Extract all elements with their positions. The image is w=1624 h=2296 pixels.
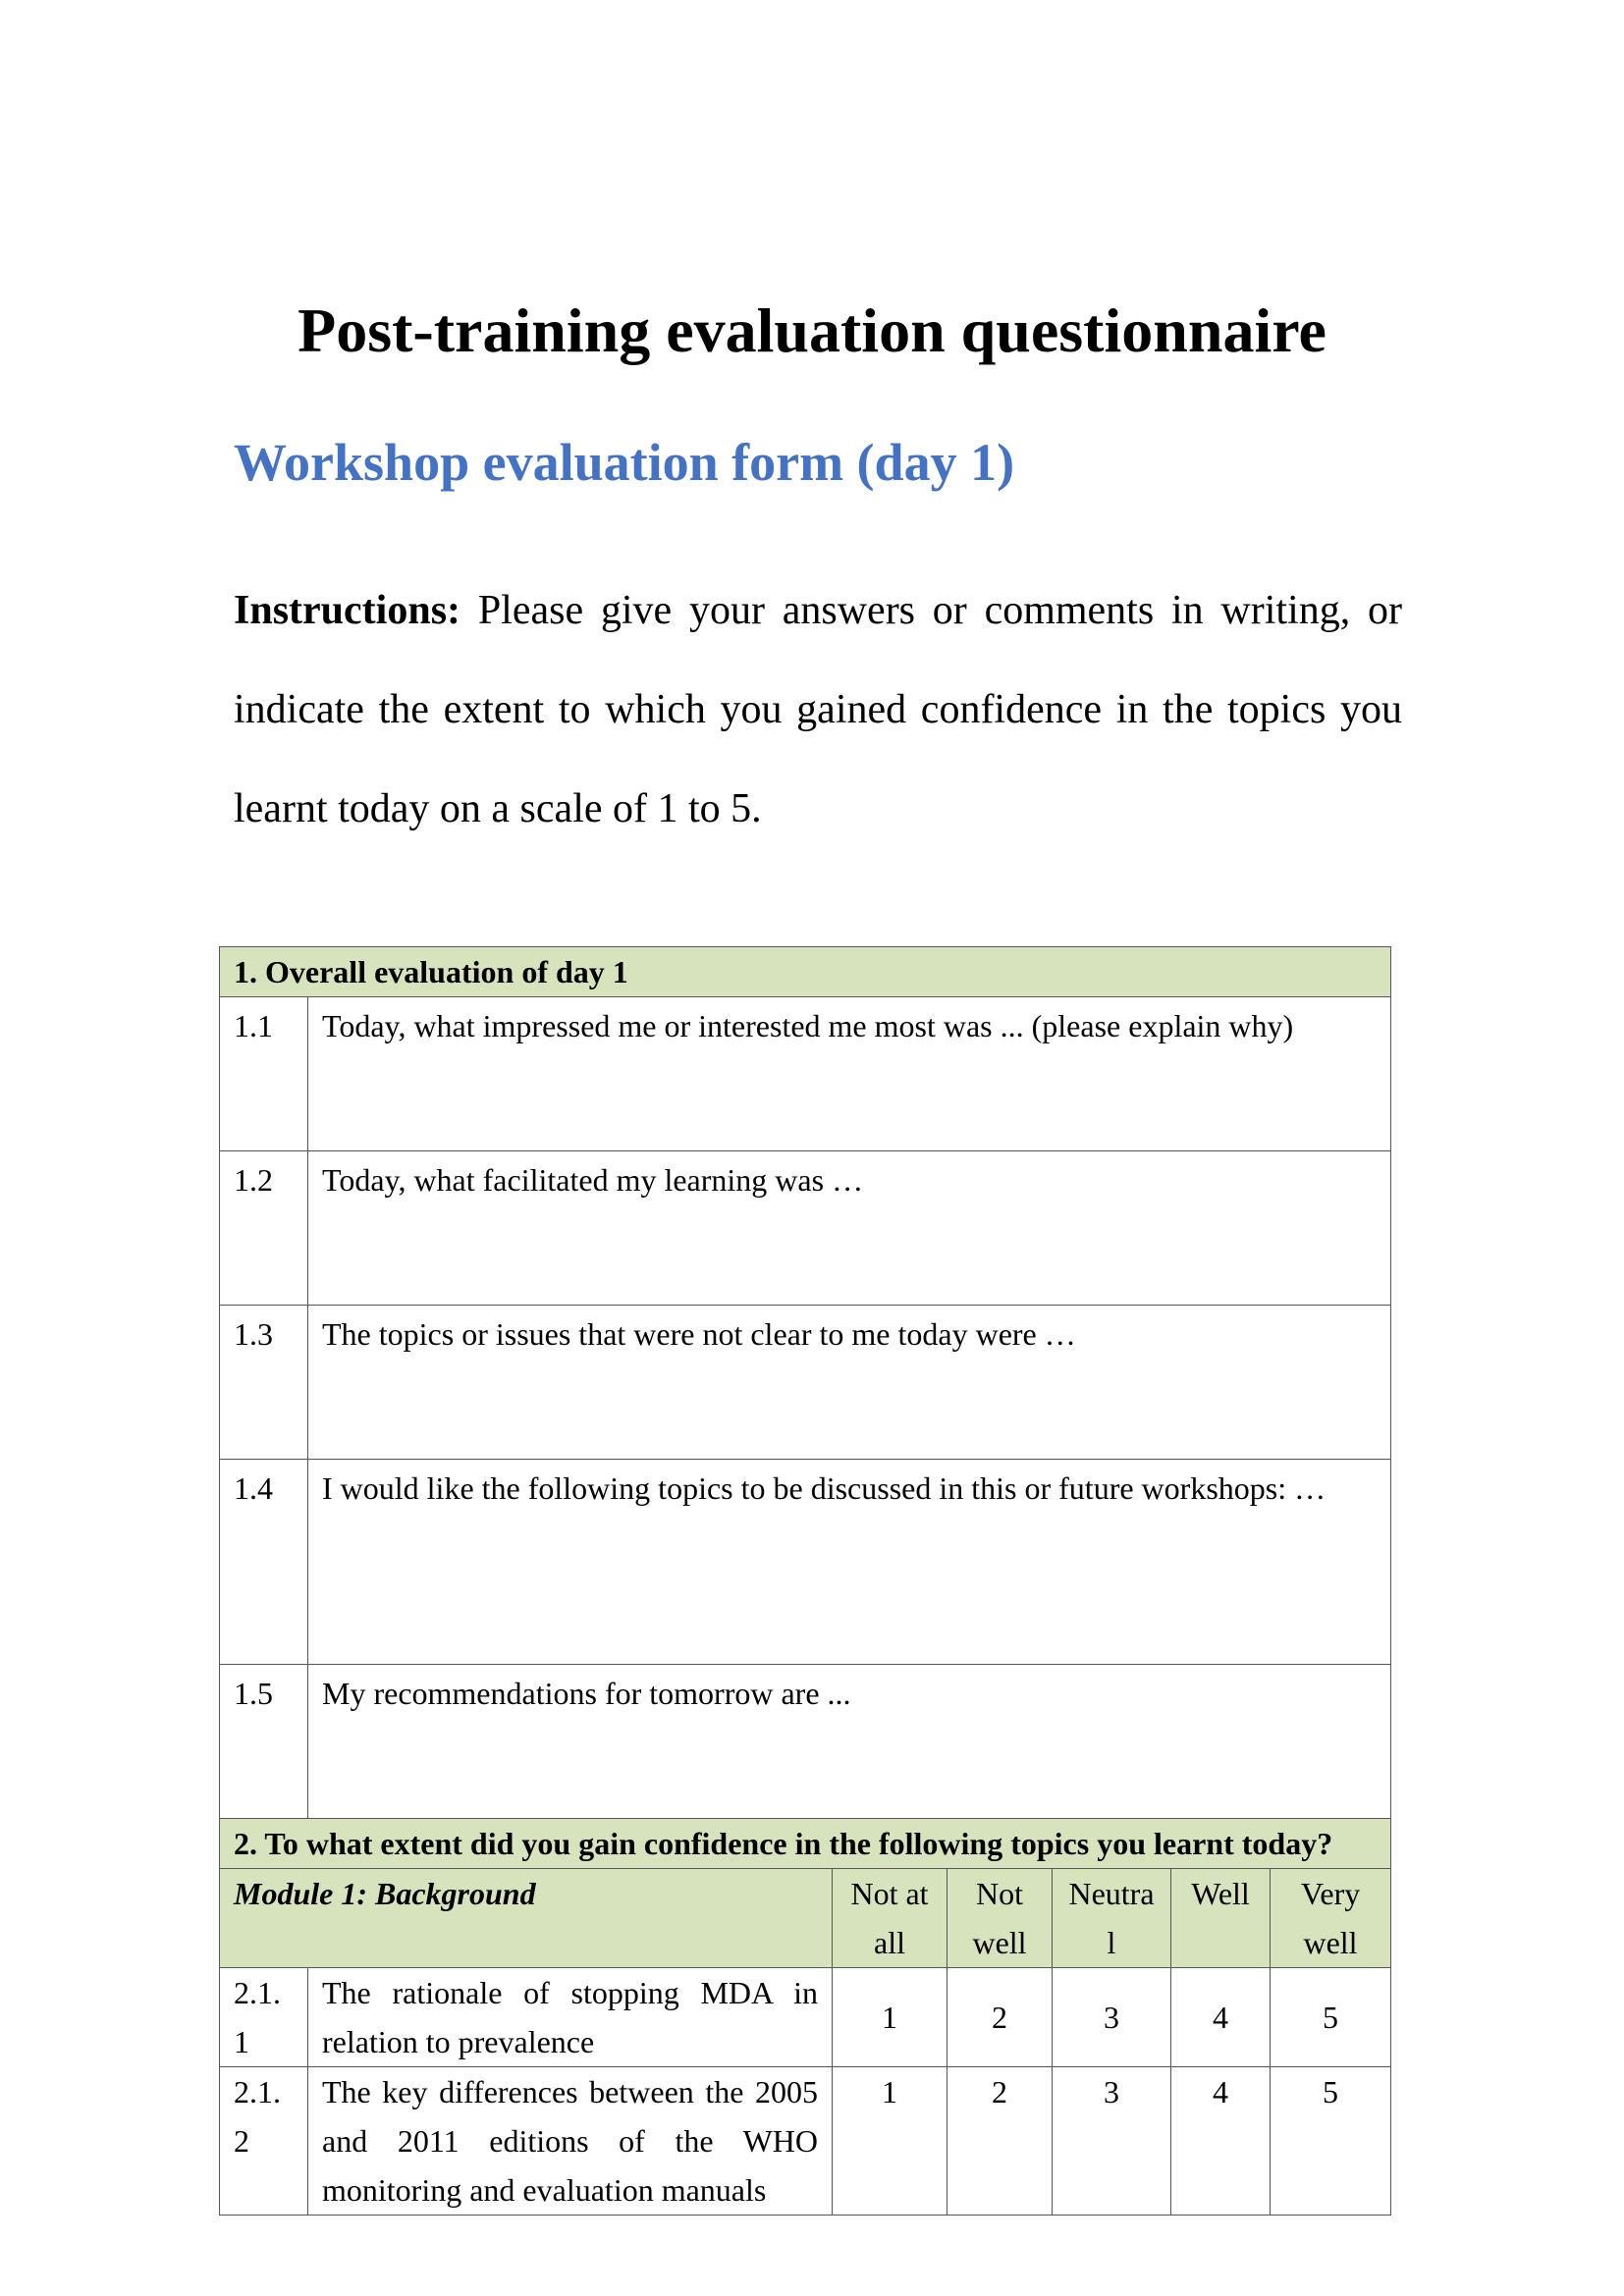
scale-well: Well	[1171, 1869, 1271, 1968]
question-text: Today, what facilitated my learning was …	[308, 1151, 1391, 1306]
scale-very-well: Very well	[1271, 1869, 1391, 1968]
form-title: Workshop evaluation form (day 1)	[234, 433, 1015, 492]
question-row-1-5[interactable]	[220, 1665, 1391, 1819]
section1-heading-row	[220, 947, 1391, 997]
evaluation-table	[219, 946, 1391, 2216]
rating-option-5[interactable]: 5	[1271, 2067, 1391, 2216]
scale-neutral: Neutral	[1053, 1869, 1171, 1968]
question-text: Today, what impressed me or interested me most was ... (please explain why)	[308, 997, 1391, 1151]
rating-option-3[interactable]: 3	[1053, 2067, 1171, 2216]
section1-heading: 1. Overall evaluation of day 1	[220, 947, 1391, 997]
rating-option-5[interactable]: 5	[1271, 1968, 1391, 2067]
rating-option-2[interactable]: 2	[947, 2067, 1053, 2216]
question-row-1-2[interactable]	[220, 1151, 1391, 1306]
question-number: 1.1	[220, 997, 308, 1151]
rating-option-1[interactable]: 1	[833, 2067, 947, 2216]
question-number: 2.1.2	[220, 2067, 308, 2216]
question-number: 1.5	[220, 1665, 308, 1819]
instructions-text: Please give your answers or comments in writing, or indicate the extent to which you gained confidence in the topics you learnt today on a scale of 1 to 5.	[234, 588, 1403, 831]
question-number: 1.3	[220, 1306, 308, 1460]
rating-row-2-1-1	[220, 1968, 1391, 2067]
question-text: The topics or issues that were not clear to me today were …	[308, 1306, 1391, 1460]
question-text: The rationale of stopping MDA in relation to prevalence	[308, 1968, 833, 2067]
question-number: 1.4	[220, 1460, 308, 1665]
question-row-1-3[interactable]	[220, 1306, 1391, 1460]
scale-header-row	[220, 1869, 1391, 1968]
question-text: My recommendations for tomorrow are ...	[308, 1665, 1391, 1819]
question-row-1-4[interactable]	[220, 1460, 1391, 1665]
question-text: I would like the following topics to be discussed in this or future workshops: …	[308, 1460, 1391, 1665]
rating-option-1[interactable]: 1	[833, 1968, 947, 2067]
question-number: 2.1.1	[220, 1968, 308, 2067]
rating-option-3[interactable]: 3	[1053, 1968, 1171, 2067]
rating-option-4[interactable]: 4	[1171, 1968, 1271, 2067]
question-row-1-1[interactable]	[220, 997, 1391, 1151]
instructions	[234, 561, 1402, 859]
scale-not-well: Not well	[947, 1869, 1053, 1968]
scale-not-at-all: Not at all	[833, 1869, 947, 1968]
question-text: The key differences between the 2005 and 2011 editions of the WHO monitoring and evaluation manuals	[308, 2067, 833, 2216]
question-number: 1.2	[220, 1151, 308, 1306]
module-label: Module 1: Background	[220, 1869, 833, 1968]
rating-row-2-1-2	[220, 2067, 1391, 2216]
section2-heading: 2. To what extent did you gain confidence in the following topics you learnt today?	[220, 1819, 1391, 1869]
instructions-label: Instructions:	[234, 588, 461, 633]
rating-option-2[interactable]: 2	[947, 1968, 1053, 2067]
page-title: Post-training evaluation questionnaire	[298, 295, 1326, 365]
section2-heading-row	[220, 1819, 1391, 1869]
rating-option-4[interactable]: 4	[1171, 2067, 1271, 2216]
